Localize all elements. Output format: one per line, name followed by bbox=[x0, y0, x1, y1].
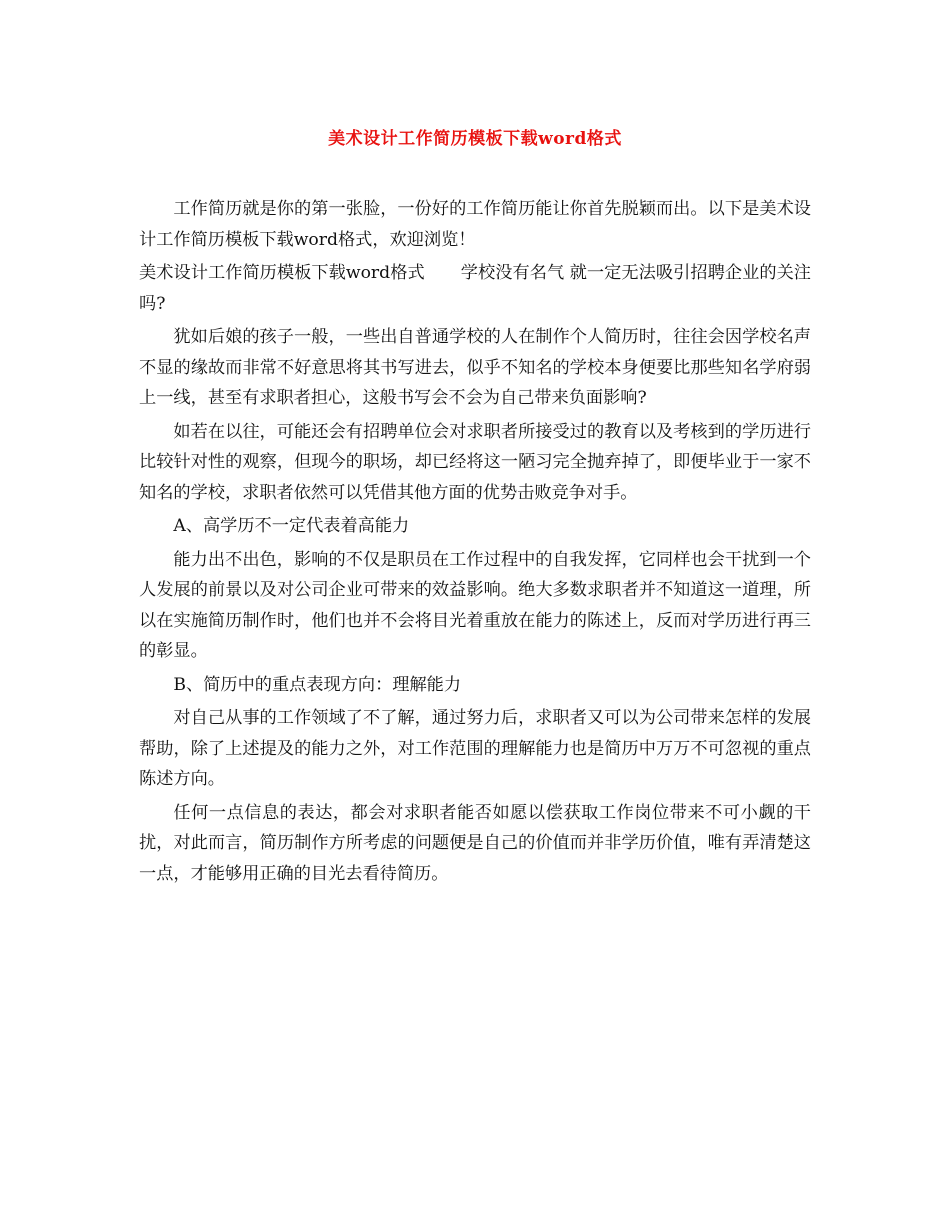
subheading-left: 美术设计工作简历模板下载word格式 bbox=[139, 263, 425, 283]
paragraph-intro: 工作简历就是你的第一张脸，一份好的工作简历能让你首先脱颖而出。以下是美术设计工作简历模板下载word格式，欢迎浏览！ bbox=[139, 199, 811, 250]
document-title: 美术设计工作简历模板下载word格式 bbox=[328, 129, 622, 149]
paragraph-3: 如若在以往，可能还会有招聘单位会对求职者所接受过的教育以及考核到的学历进行比较针对性的观察，但现今的职场，却已经将这一陋习完全抛弃掉了，即便毕业于一家不知名的学校，求职者依然可以凭借其他方面的优势击败竞争对手。 bbox=[139, 421, 811, 503]
section-heading-b: B、简历中的重点表现方向：理解能力 bbox=[173, 674, 462, 695]
paragraph-subheading bbox=[139, 258, 811, 319]
section-heading-a: A、高学历不一定代表着高能力 bbox=[173, 516, 410, 536]
paragraph-2: 犹如后娘的孩子一般，一些出自普通学校的人在制作个人简历时，往往会因学校名声不显的缘故而非常不好意思将其书写进去，似乎不知名的学校本身便要比那些知名学府弱上一线，甚至有求职者担心，这般书写会不会为自己带来负面影响? bbox=[139, 327, 811, 408]
document-body bbox=[139, 194, 811, 892]
paragraph-5: 能力出不出色，影响的不仅是职员在工作过程中的自我发挥，它同样也会干扰到一个人发展的前景以及对公司企业可带来的效益影响。绝大多数求职者并不知道这一道理，所以在实施简历制作时，他们也并不会将目光着重放在能力的陈述上，反而对学历进行再三的彰显。 bbox=[139, 549, 811, 661]
paragraph-7: 对自己从事的工作领域了不了解，通过努力后，求职者又可以为公司带来怎样的发展帮助，除了上述提及的能力之外，对工作范围的理解能力也是简历中万万不可忽视的重点陈述方向。 bbox=[139, 708, 811, 789]
paragraph-8: 任何一点信息的表达，都会对求职者能否如愿以偿获取工作岗位带来不可小觑的干扰，对此而言，简历制作方所考虑的问题便是自己的价值而并非学历价值，唯有弄清楚这一点，才能够用正确的目光去看待简历。 bbox=[139, 802, 811, 884]
subheading-right: 学校没有名气 就一定无法吸引招聘企业的关注吗? bbox=[139, 263, 811, 314]
